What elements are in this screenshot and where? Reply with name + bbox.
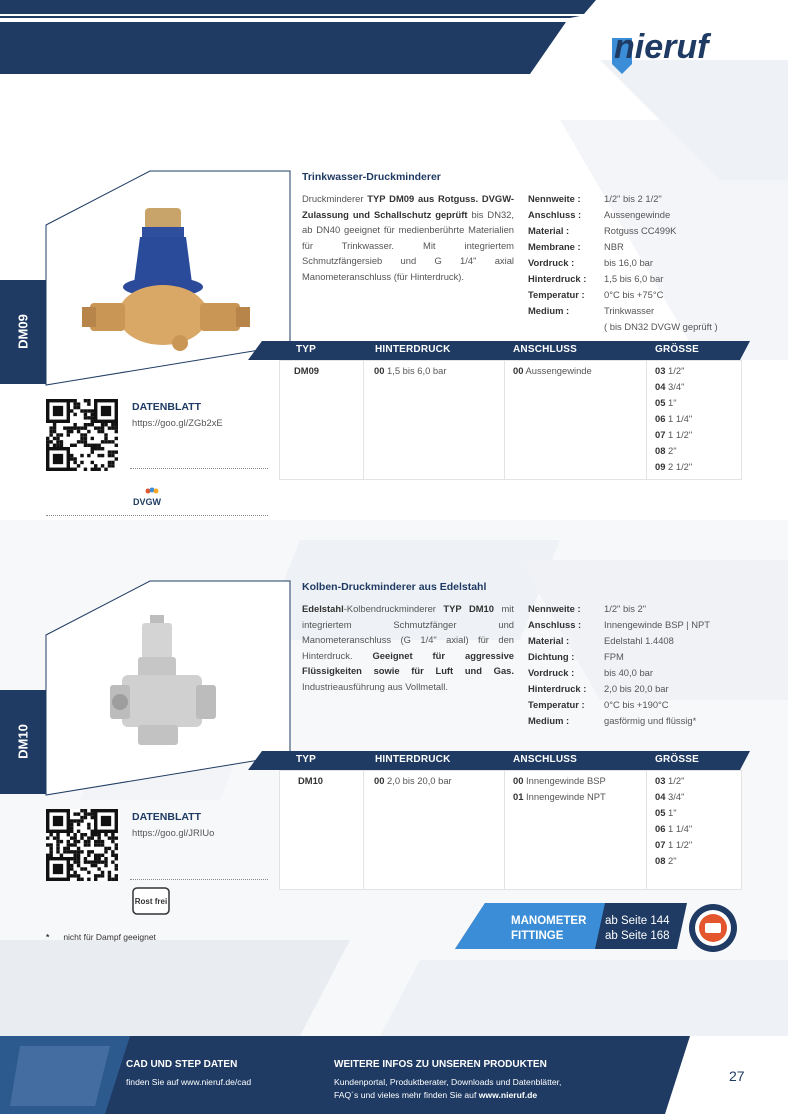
table-line: 06 1 1/4" xyxy=(655,413,693,424)
spec-row xyxy=(528,191,718,207)
spec-value: 0°C bis +75°C xyxy=(604,289,664,300)
col-header-typ: TYP xyxy=(296,344,317,355)
spec-row xyxy=(528,319,718,335)
banner-manometer-page[interactable]: ab Seite 144 xyxy=(605,915,670,927)
spec-row xyxy=(528,207,718,223)
spec-value: Innengewinde BSP | NPT xyxy=(604,619,710,630)
datasheet-label: DATENBLATT xyxy=(132,401,202,413)
spec-key: Material : xyxy=(528,635,570,646)
table-cell-anschluss xyxy=(513,363,592,379)
table-cell-groesse xyxy=(655,773,692,869)
header-stripes xyxy=(0,0,600,78)
spec-row xyxy=(528,617,710,633)
table-cell-groesse xyxy=(655,363,692,475)
svg-text:Rost frei: Rost frei xyxy=(134,897,168,906)
table-line: 04 3/4" xyxy=(655,791,685,802)
table-cell-hinterdruck xyxy=(374,363,446,379)
footer-cad-text[interactable]: finden Sie auf www.nieruf.de/cad xyxy=(126,1077,252,1087)
spec-key: Hinterdruck : xyxy=(528,273,587,284)
datasheet-link[interactable] xyxy=(132,811,214,838)
datasheet-url[interactable]: https://goo.gl/JRIUo xyxy=(132,827,215,838)
spec-key: Anschluss : xyxy=(528,619,582,630)
divider xyxy=(130,468,268,469)
spec-value: Edelstahl 1.4408 xyxy=(604,635,674,646)
spec-value: FPM xyxy=(604,651,624,662)
product-title: Kolben-Druckminderer aus Edelstahl xyxy=(302,581,487,593)
divider xyxy=(46,515,268,516)
table-line: 00 1,5 bis 6,0 bar xyxy=(374,365,447,376)
table-cell-typ: DM10 xyxy=(298,775,324,786)
product-section-dm10 xyxy=(0,575,788,935)
datasheet-label: DATENBLATT xyxy=(132,811,202,823)
table-line: 00 Innengewinde BSP xyxy=(513,775,606,786)
spec-row xyxy=(528,681,710,697)
svg-text:nieruf: nieruf xyxy=(614,28,709,66)
datasheet-url[interactable]: https://goo.gl/ZGb2xE xyxy=(132,417,223,428)
table-header xyxy=(248,341,750,360)
svg-text:DVGW: DVGW xyxy=(133,497,161,507)
spec-value: bis 16,0 bar xyxy=(604,257,653,268)
table-header xyxy=(248,751,750,770)
table-line: 03 1/2" xyxy=(655,365,685,376)
page-number: 27 xyxy=(729,1068,745,1084)
col-header-anschluss: ANSCHLUSS xyxy=(513,344,578,355)
table-line: 03 1/2" xyxy=(655,775,685,786)
spec-list xyxy=(528,601,710,729)
product-section-dm09 xyxy=(0,165,788,525)
footnote: * nicht für Dampf geeignet xyxy=(46,932,156,942)
spec-key: Vordruck : xyxy=(528,667,575,678)
footer-cad-title: CAD UND STEP DATEN xyxy=(126,1059,238,1070)
spec-value: ( bis DN32 DVGW geprüft ) xyxy=(604,321,718,332)
spec-row xyxy=(528,223,718,239)
table-line: 00 2,0 bis 20,0 bar xyxy=(374,775,452,786)
spec-value: 0°C bis +190°C xyxy=(604,699,669,710)
order-table xyxy=(279,360,742,480)
qr-code xyxy=(46,399,118,471)
spec-key: Dichtung : xyxy=(528,651,575,662)
spec-row xyxy=(528,271,718,287)
spec-list xyxy=(528,191,718,335)
spec-key: Temperatur : xyxy=(528,289,585,300)
spec-row xyxy=(528,633,710,649)
table-line: 04 3/4" xyxy=(655,381,685,392)
product-image-dm10 xyxy=(108,613,218,753)
spec-value: 2,0 bis 20,0 bar xyxy=(604,683,669,694)
table-line: 07 1 1/2" xyxy=(655,839,693,850)
spec-row xyxy=(528,239,718,255)
table-line: 08 2" xyxy=(655,445,677,456)
spec-key: Medium : xyxy=(528,715,570,726)
table-cell-anschluss xyxy=(513,773,606,805)
banner-fittinge-page[interactable]: ab Seite 168 xyxy=(605,930,670,942)
spec-key: Anschluss : xyxy=(528,209,582,220)
table-cell-hinterdruck xyxy=(374,773,452,789)
product-title: Trinkwasser-Druckminderer xyxy=(302,171,441,183)
footer xyxy=(0,1036,788,1114)
spec-row xyxy=(528,665,710,681)
spec-key: Nennweite : xyxy=(528,603,581,614)
rostfrei-badge xyxy=(132,887,170,920)
spec-row xyxy=(528,649,710,665)
table-line: 06 1 1/4" xyxy=(655,823,693,834)
dvgw-logo xyxy=(132,485,172,512)
table-line: 01 Innengewinde NPT xyxy=(513,791,606,802)
spec-row xyxy=(528,713,710,729)
spec-row xyxy=(528,697,710,713)
product-description: Druckminderer TYP DM09 aus Rotguss. DVGW-Zulassung und Schallschutz geprüft bis DN32, ab DN40 geeignet für medienberührte Materialien für Trinkwasser. Mit integriertem Schmutzfängersieb und G 1/4" axial Manometeranschluss (für Hinterdruck). xyxy=(302,193,514,282)
footer-website-link[interactable]: www.nieruf.de xyxy=(478,1090,538,1100)
spec-value: NBR xyxy=(604,241,624,252)
spec-value: 1,5 bis 6,0 bar xyxy=(604,273,664,284)
spec-key xyxy=(528,319,604,335)
spec-value: Rotguss CC499K xyxy=(604,225,677,236)
col-header-groesse: GRÖSSE xyxy=(655,754,699,765)
table-line: 05 1" xyxy=(655,807,677,818)
spec-row xyxy=(528,255,718,271)
side-tab-label: DM09 xyxy=(15,314,31,349)
divider xyxy=(130,879,268,880)
side-tab-label: DM10 xyxy=(15,724,31,759)
order-table xyxy=(279,770,742,890)
col-header-hinterdruck: HINTERDRUCK xyxy=(375,754,451,765)
spec-key: Hinterdruck : xyxy=(528,683,587,694)
spec-row xyxy=(528,601,710,617)
spec-row xyxy=(528,287,718,303)
spec-key: Nennweite : xyxy=(528,193,581,204)
spec-key: Material : xyxy=(528,225,570,236)
spec-row xyxy=(528,303,718,319)
table-line: 05 1" xyxy=(655,397,677,408)
table-cell-typ: DM09 xyxy=(294,365,320,376)
footer-info-text: Kundenportal, Produktberater, Downloads und Datenblätter, FAQ´s und vieles mehr finden Sie auf www.nieruf.de xyxy=(334,1077,562,1100)
spec-key: Temperatur : xyxy=(528,699,585,710)
cross-reference-banner[interactable] xyxy=(455,903,745,957)
col-header-groesse: GRÖSSE xyxy=(655,344,699,355)
side-tab-dm09 xyxy=(0,280,46,384)
table-line: 08 2" xyxy=(655,855,677,866)
spec-value: gasförmig und flüssig* xyxy=(604,715,697,726)
banner-fittinge[interactable]: FITTINGE xyxy=(511,930,564,942)
spec-value: 1/2" bis 2 1/2" xyxy=(604,193,662,204)
datasheet-link[interactable] xyxy=(132,401,223,428)
qr-code xyxy=(46,809,118,881)
col-header-anschluss: ANSCHLUSS xyxy=(513,754,578,765)
footer-info-title: WEITERE INFOS ZU UNSEREN PRODUKTEN xyxy=(334,1059,547,1070)
table-line: 00 Aussengewinde xyxy=(513,365,592,376)
spec-key: Vordruck : xyxy=(528,257,575,268)
banner-manometer[interactable]: MANOMETER xyxy=(511,915,587,927)
product-description: Edelstahl-Kolbendruckminderer TYP DM10 mit integriertem Schmutzfänger und Manometeranschluss (G 1/4" axial) für den Hinterdruck. Geeignet für aggressive Flüssigkeiten sowie für Luft und Gas. Industrieausführung aus Vollmetall. xyxy=(302,603,514,692)
nieruf-logo xyxy=(608,18,753,76)
side-tab-dm10 xyxy=(0,690,46,794)
spec-value: Trinkwasser xyxy=(604,305,655,316)
spec-key: Membrane : xyxy=(528,241,581,252)
col-header-hinterdruck: HINTERDRUCK xyxy=(375,344,451,355)
table-line: 07 1 1/2" xyxy=(655,429,693,440)
spec-key: Medium : xyxy=(528,305,570,316)
col-header-typ: TYP xyxy=(296,754,317,765)
spec-value: bis 40,0 bar xyxy=(604,667,653,678)
spec-value: 1/2" bis 2" xyxy=(604,603,647,614)
product-image-dm09 xyxy=(80,203,255,353)
table-line: 09 2 1/2" xyxy=(655,461,693,472)
spec-value: Aussengewinde xyxy=(604,209,671,220)
